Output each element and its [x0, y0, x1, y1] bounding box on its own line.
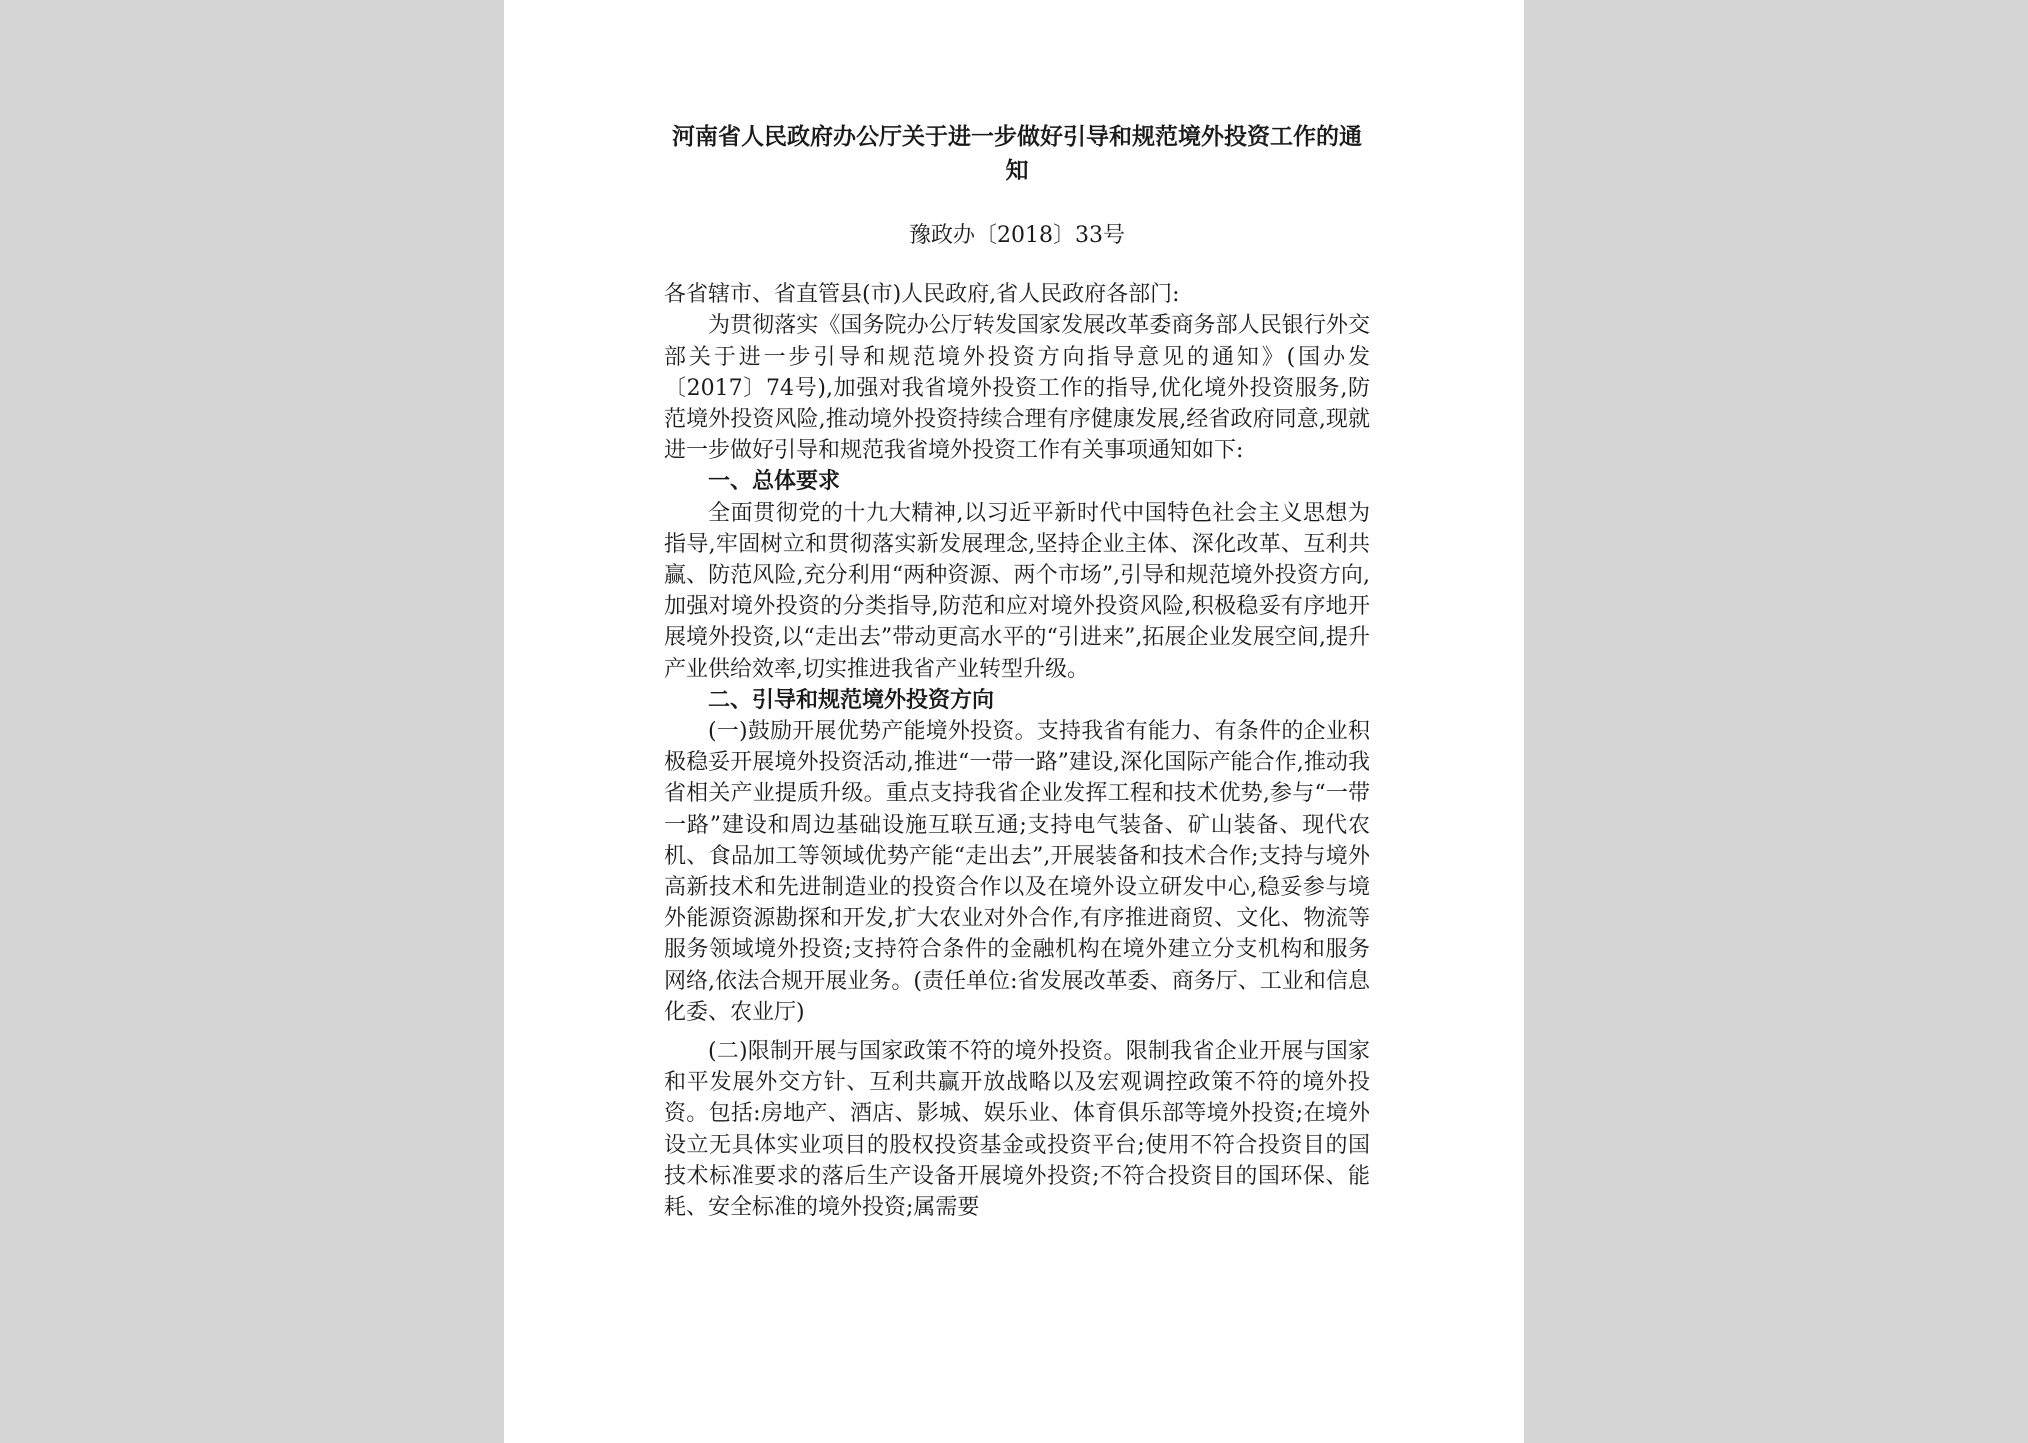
intro-paragraph: 为贯彻落实《国务院办公厅转发国家发展改革委商务部人民银行外交部关于进一步引导和规范境外投资方向指导意见的通知》(国办发〔2017〕74号),加强对我省境外投资工作的指导,优化境外投资服务,防范境外投资风险,推动境外投资持续合理有序健康发展,经省政府同意,现就进一步做好引导和规范我省境外投资工作有关事项通知如下:: [664, 313, 1370, 464]
section-heading-investment-direction: 二、引导和规范境外投资方向: [708, 686, 995, 713]
salutation: 各省辖市、省直管县(市)人民政府,省人民政府各部门:: [664, 282, 1180, 308]
document-content: [664, 120, 1370, 1223]
document-title: 河南省人民政府办公厅关于进一步做好引导和规范境外投资工作的通知: [672, 123, 1362, 184]
paragraph-restrict-investment: (二)限制开展与国家政策不符的境外投资。限制我省企业开展与国家和平发展外交方针、互利共赢开放战略以及宏观调控政策不符的境外投资。包括:房地产、酒店、影城、娱乐业、体育俱乐部等境外投资;在境外设立无具体实业项目的股权投资基金或投资平台;使用不符合投资目的国技术标准要求的落后生产设备开展境外投资;不符合投资目的国环保、能耗、安全标准的境外投资;属需要: [664, 1039, 1370, 1221]
paragraph-encourage-investment: (一)鼓励开展优势产能境外投资。支持我省有能力、有条件的企业积极稳妥开展境外投资活动,推进“一带一路”建设,深化国际产能合作,推动我省相关产业提质升级。重点支持我省企业发挥工程和技术优势,参与“一带一路”建设和周边基础设施互联互通;支持电气装备、矿山装备、现代农机、食品加工等领域优势产能“走出去”,开展装备和技术合作;支持与境外高新技术和先进制造业的投资合作以及在境外设立研发中心,稳妥参与境外能源资源勘探和开发,扩大农业对外合作,有序推进商贸、文化、物流等服务领域境外投资;支持符合条件的金融机构在境外建立分支机构和服务网络,依法合规开展业务。(责任单位:省发展改革委、商务厅、工业和信息化委、农业厅): [664, 719, 1370, 1025]
section-body-general-requirements: 全面贯彻党的十九大精神,以习近平新时代中国特色社会主义思想为指导,牢固树立和贯彻落实新发展理念,坚持企业主体、深化改革、互利共赢、防范风险,充分利用“两种资源、两个市场”,引导和规范境外投资方向,加强对境外投资的分类指导,防范和应对境外投资风险,积极稳妥有序地开展境外投资,以“走出去”带动更高水平的“引进来”,拓展企业发展空间,提升产业供给效率,切实推进我省产业转型升级。: [664, 500, 1370, 682]
section-heading-general-requirements: 一、总体要求: [708, 468, 841, 495]
document-number: 豫政办〔2018〕33号: [909, 223, 1125, 248]
document-page: [504, 0, 1524, 1443]
